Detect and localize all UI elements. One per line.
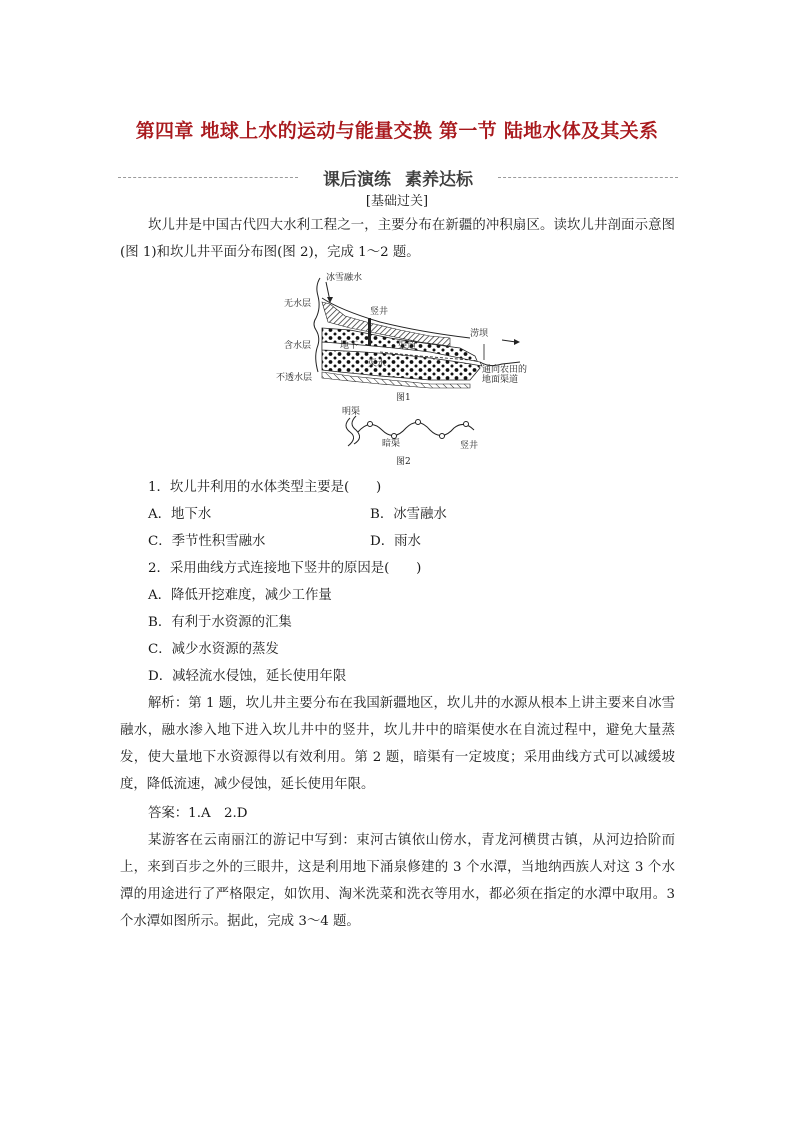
label-farm-1: 通向农田的 (482, 365, 528, 375)
banner-text (304, 164, 492, 190)
label-snow: 冰雪融水 (326, 273, 363, 283)
q2-option-c: C．减少水资源的蒸发 (148, 642, 279, 657)
q1-option-d: D．雨水 (370, 534, 421, 549)
q2-option-d: D．减轻流水侵蚀，延长使用年限 (148, 669, 347, 684)
label-farm-2: 地面渠道 (482, 375, 519, 385)
banner-right-text: 素养达标 (405, 169, 473, 190)
banner-left-text: 课后演练 (323, 169, 391, 190)
section-banner (118, 164, 678, 190)
label-open: 明渠 (342, 407, 361, 417)
q1-option-b: B．冰雪融水 (370, 507, 447, 522)
question-1-stem: 1．坎儿井利用的水体类型主要是( ) (148, 480, 382, 495)
q1-option-a: A．地下水 (148, 507, 212, 522)
hidden-channel (358, 422, 474, 435)
label-channel: 渠道 (398, 341, 417, 351)
label-aquifer: 含水层 (284, 341, 312, 351)
label-dry: 无水层 (284, 299, 312, 309)
label-shaft: 竖井 (370, 307, 389, 317)
banner-divider-left (118, 177, 298, 178)
label-underground: 地下 (340, 341, 359, 351)
caption-fig2: 图2 (396, 457, 411, 467)
question-2-stem: 2．采用曲线方式连接地下竖井的原因是( ) (148, 561, 422, 576)
karez-figure (270, 268, 530, 468)
q1-option-c: C．季节性积雪融水 (148, 534, 266, 549)
shaft-line (368, 318, 371, 346)
label-shaft-2: 竖井 (460, 441, 479, 451)
q2-option-b: B．有利于水资源的汇集 (148, 615, 292, 630)
label-impermeable: 不透水层 (276, 373, 313, 383)
intro-paragraph-2: 某游客在云南丽江的游记中写到：束河古镇依山傍水，青龙河横贯古镇，从河边拾阶而上，来到百步之外的三眼井，这是利用地下涌泉修建的 3 个水潭，当地纳西族人对这 3 个水潭的用途进行了严格限定，如饮用、淘米洗菜和洗衣等用水，都必须在指定的水潭中取用。3 个水潭如图所示。据此，完成 3～4 题。 (120, 833, 675, 929)
label-hidden: 暗渠 (382, 439, 401, 449)
intro-paragraph-1: 坎儿井是中国古代四大水利工程之一，主要分布在新疆的冲积扇区。读坎儿井剖面示意图(图 1)和坎儿井平面分布图(图 2)，完成 1～2 题。 (120, 218, 675, 260)
label-dam: 涝坝 (470, 329, 489, 339)
caption-fig1: 图1 (396, 393, 411, 403)
answer-line: 答案：1.A 2.D (148, 806, 248, 821)
banner-divider-right (498, 177, 678, 178)
analysis-paragraph: 解析：第 1 题，坎儿井主要分布在我国新疆地区，坎儿井的水源从根本上讲主要来自冰雪融水，融水渗入地下进入坎儿井中的竖井，坎儿井中的暗渠使水在自流过程中，避免大量蒸发，使大量地下水资源得以有效利用。第 2 题，暗渠有一定坡度；采用曲线方式可以减缓坡度，降低流速，减少侵蚀，延长使用年限。 (120, 696, 675, 792)
q2-option-a: A．降低开挖难度，减少工作量 (148, 588, 332, 603)
page-title: 第四章 地球上水的运动与能量交换 第一节 陆地水体及其关系 (135, 120, 659, 142)
label-water: 渠水 (368, 359, 387, 369)
section-heading: [基础过关] (365, 194, 429, 209)
